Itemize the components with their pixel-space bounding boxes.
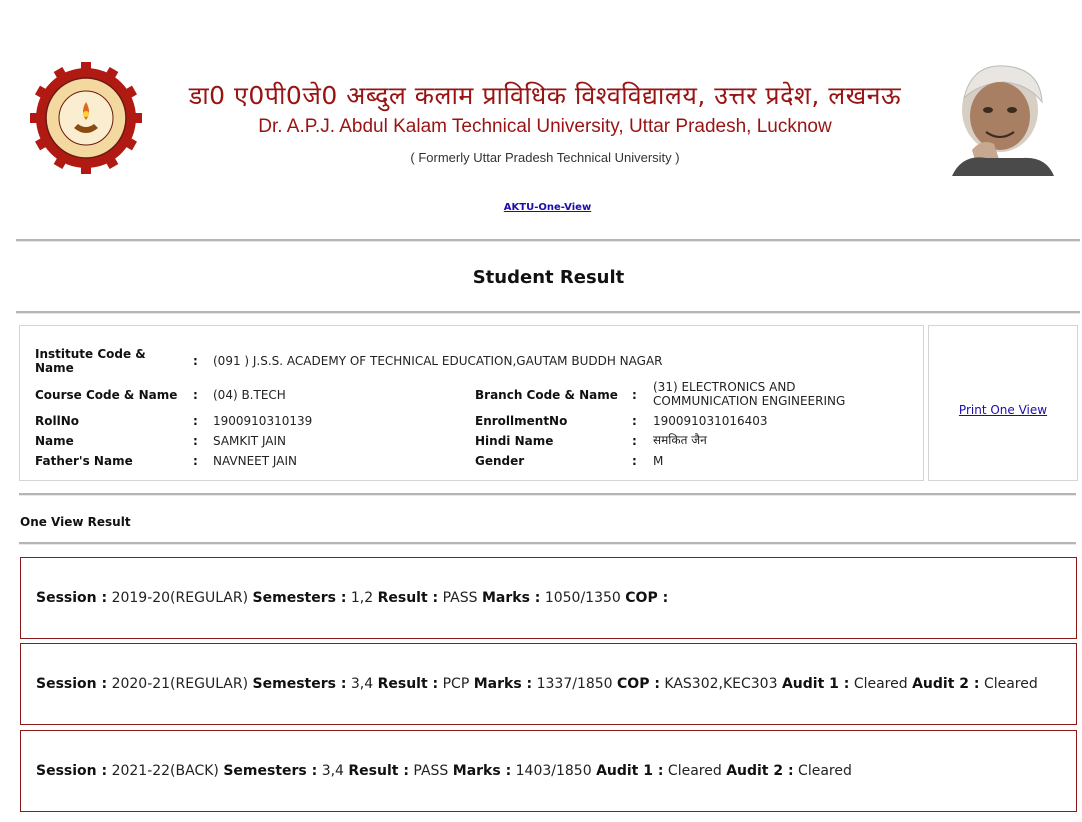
audit1-value: Cleared — [853, 676, 908, 692]
cop-value: KAS302,KEC303 — [664, 676, 778, 692]
kalam-portrait — [942, 58, 1060, 176]
rollno-value: 1900910310139 — [213, 414, 313, 428]
hindi-name-value: समकित जैन — [653, 433, 707, 447]
session-summary — [36, 590, 668, 606]
session-label: Session : — [36, 676, 108, 692]
session-value: 2020-21(REGULAR) — [111, 676, 249, 692]
print-panel — [928, 325, 1078, 481]
result-label: Result : — [377, 676, 439, 692]
divider — [19, 542, 1076, 545]
session-label: Session : — [36, 590, 108, 606]
enrollment-label: EnrollmentNo — [475, 414, 568, 428]
session-value: 2021-22(BACK) — [111, 763, 219, 779]
university-header — [0, 50, 1082, 185]
audit1-value: Cleared — [667, 763, 722, 779]
cop-label: COP : — [625, 590, 669, 606]
cop-label: COP : — [617, 676, 660, 692]
result-value: PASS — [442, 590, 478, 606]
marks-value: 1337/1850 — [536, 676, 613, 692]
audit2-label: Audit 2 : — [912, 676, 980, 692]
branch-label: Branch Code & Name — [475, 388, 618, 402]
hindi-name-label: Hindi Name — [475, 434, 554, 448]
marks-label: Marks : — [473, 676, 533, 692]
session-card — [20, 557, 1077, 639]
semesters-label: Semesters : — [252, 676, 347, 692]
audit2-value: Cleared — [983, 676, 1038, 692]
result-label: Result : — [377, 590, 439, 606]
gender-value: M — [653, 454, 664, 468]
session-summary — [36, 676, 1038, 692]
marks-label: Marks : — [481, 590, 541, 606]
semesters-value: 1,2 — [350, 590, 374, 606]
course-label: Course Code & Name — [35, 388, 178, 402]
name-label: Name — [35, 434, 74, 448]
session-card — [20, 730, 1077, 812]
semesters-value: 3,4 — [321, 763, 344, 779]
university-title-hindi: डा0 ए0पी0जे0 अब्दुल कलाम प्राविधिक विश्वविद्यालय, उत्तर प्रदेश, लखनऊ — [188, 81, 902, 110]
university-logo — [30, 62, 142, 174]
colon: : — [193, 454, 198, 468]
course-value: (04) B.TECH — [213, 388, 286, 402]
session-label: Session : — [36, 763, 108, 779]
one-view-result-heading: One View Result — [20, 515, 131, 529]
audit2-label: Audit 2 : — [726, 763, 794, 779]
semesters-value: 3,4 — [350, 676, 374, 692]
semesters-label: Semesters : — [252, 590, 347, 606]
institute-label: Institute Code & Name — [35, 347, 146, 375]
colon: : — [193, 434, 198, 448]
colon: : — [193, 414, 198, 428]
colon: : — [632, 454, 637, 468]
result-value: PCP — [442, 676, 470, 692]
rollno-label: RollNo — [35, 414, 79, 428]
print-one-view-link[interactable]: Print One View — [958, 403, 1048, 417]
father-name-value: NAVNEET JAIN — [213, 454, 297, 468]
institute-value: (091 ) J.S.S. ACADEMY OF TECHNICAL EDUCATION,GAUTAM BUDDH NAGAR — [213, 354, 663, 368]
semesters-label: Semesters : — [223, 763, 318, 779]
audit1-label: Audit 1 : — [781, 676, 850, 692]
aktu-one-view-link[interactable]: AKTU-One-View — [503, 202, 592, 213]
name-value: SAMKIT JAIN — [213, 434, 287, 448]
divider — [16, 311, 1080, 314]
marks-label: Marks : — [452, 763, 512, 779]
audit1-label: Audit 1 : — [596, 763, 664, 779]
marks-value: 1403/1850 — [515, 763, 592, 779]
father-name-label: Father's Name — [35, 454, 133, 468]
colon: : — [193, 388, 198, 402]
session-card — [20, 643, 1077, 725]
result-label: Result : — [348, 763, 409, 779]
session-summary — [36, 763, 852, 779]
university-subtitle: ( Formerly Uttar Pradesh Technical University ) — [410, 150, 680, 165]
session-value: 2019-20(REGULAR) — [111, 590, 249, 606]
branch-value: (31) ELECTRONICS AND COMMUNICATION ENGINEERING — [653, 380, 846, 408]
marks-value: 1050/1350 — [544, 590, 621, 606]
result-value: PASS — [413, 763, 449, 779]
enrollment-value: 190091031016403 — [653, 414, 768, 428]
colon: : — [193, 354, 198, 368]
divider — [19, 493, 1076, 496]
page-title: Student Result — [472, 267, 625, 288]
colon: : — [632, 388, 637, 402]
colon: : — [632, 414, 637, 428]
divider — [16, 239, 1080, 242]
audit2-value: Cleared — [798, 763, 852, 779]
university-title-english: Dr. A.P.J. Abdul Kalam Technical University, Uttar Pradesh, Lucknow — [258, 116, 832, 137]
colon: : — [632, 434, 637, 448]
student-info-panel — [19, 325, 924, 481]
gender-label: Gender — [475, 454, 525, 468]
